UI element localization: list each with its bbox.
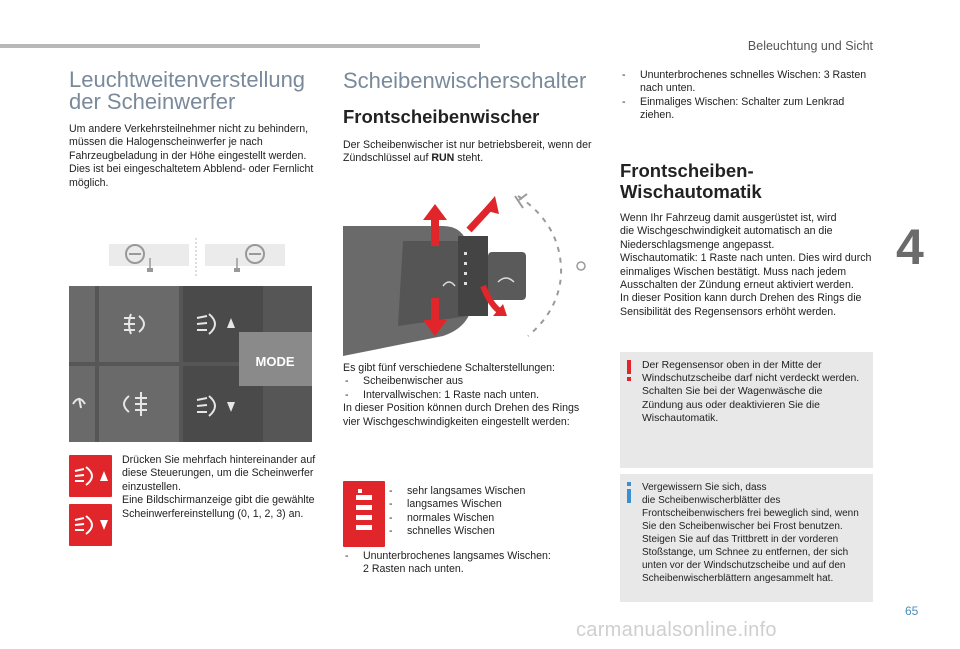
headlight-title: Leuchtweitenverstellung der Scheinwerfer [69, 67, 306, 114]
wiper-title: Scheibenwischerschalter [343, 68, 587, 93]
interval-speed-icon [343, 481, 385, 547]
speed-list [387, 485, 525, 539]
list-item: - langsames Wischen [387, 498, 525, 511]
wiper-more-positions [620, 69, 866, 123]
positions-list [343, 375, 579, 402]
header-rule [0, 44, 480, 48]
page-number: 65 [905, 604, 919, 618]
auto-title: Frontscheiben- Wischautomatik [620, 160, 762, 202]
list-item: - Ununterbrochenes langsames Wischen: 2 Rasten nach unten. [343, 550, 551, 577]
stalk-ring [458, 236, 488, 316]
info-icon [624, 482, 634, 504]
list-item: - sehr langsames Wischen [387, 485, 525, 498]
warning-text: Der Regensensor oben in der Mitte der Windschutzscheibe darf nicht verdeckt werden. Schalten Sie bei der Wagenwäsche die Zündung aus oder deaktivieren Sie die Wischautomatik. [642, 360, 860, 424]
stalk-tip [488, 252, 526, 300]
headlight-control-illustration [69, 236, 312, 442]
continuous-slow [343, 550, 551, 577]
chapter-number: 4 [896, 219, 924, 275]
wiper-stalk-illustration [343, 186, 593, 356]
list-item: - normales Wischen [387, 512, 525, 525]
headlight-down-icon [69, 504, 112, 546]
headlight-up-icon [69, 455, 112, 497]
watermark: carmanualsonline.info [576, 619, 777, 641]
list-item: - Scheibenwischer aus [343, 375, 579, 388]
car-icon [109, 244, 189, 272]
list-item: - Einmaliges Wischen: Schalter zum Lenkrad ziehen. [620, 96, 866, 123]
headlight-intro: Um andere Verkehrsteilnehmer nicht zu behindern, müssen die Halogenscheinwerfer je nach Fahrzeugbeladung in der Höhe eingestellt werden. Dies ist bei eingeschaltetem Abblend- oder Fernlicht möglich. [69, 123, 314, 189]
position-marker [577, 262, 585, 270]
info-text: Vergewissern Sie sich, dass die Scheibenwischerblätter des Frontscheibenwischers frei beweglich sind, wenn Sie den Scheibenwischer bei Frost benutzen. Steigen Sie auf das Trittbrett in der vorderen Stoßstange, um Schnee zu entfernen, der sich unten vor der Windschutzscheibe und auf den Scheibenwischerblättern angesammelt hat. [642, 482, 859, 584]
list-item: - schnelles Wischen [387, 525, 525, 538]
wiper-intro: Der Scheibenwischer ist nur betriebsbereit, wenn der Zündschlüssel auf RUN steht. [343, 139, 592, 165]
wiper-positions: Es gibt fünf verschiedene Schalterstellungen: - Scheibenwischer aus - Intervallwischen: 1 Raste nach unten. In dieser Position können durch Drehen des Rings vier Wischgeschwindigkeiten eingestellt werden: [343, 362, 579, 429]
headlight-press-text: Drücken Sie mehrfach hintereinander auf diese Steuerungen, um die Scheinwerfer einzustellen. Eine Bildschirmanzeige gibt die gewählte Scheinwerfereinstellung (0, 1, 2, 3) an. [122, 454, 316, 520]
wiper-subtitle: Frontscheibenwischer [343, 106, 540, 127]
rear-fog-button [99, 286, 179, 362]
list-item: - Ununterbrochenes schnelles Wischen: 3 Rasten nach unten. [620, 69, 866, 96]
mode-label: MODE [255, 354, 295, 369]
section-title: Beleuchtung und Sicht [747, 39, 873, 53]
list-item: - Intervallwischen: 1 Raste nach unten. [343, 389, 579, 402]
warning-icon [624, 360, 634, 382]
auto-body: Wenn Ihr Fahrzeug damit ausgerüstet ist, wird die Wischgeschwindigkeit automatisch an die Niederschlagsmenge angepasst. Wischautomatik: 1 Raste nach unten. Dies wird durch einmaliges Wischen bestätigt. Muss nach jedem Ausschalten der Zündung erneut aktiviert werden. In dieser Position kann durch Drehen des Rings die Sensibilität des Regensensors erhöht werden. [620, 212, 872, 318]
car-icon [205, 244, 285, 272]
